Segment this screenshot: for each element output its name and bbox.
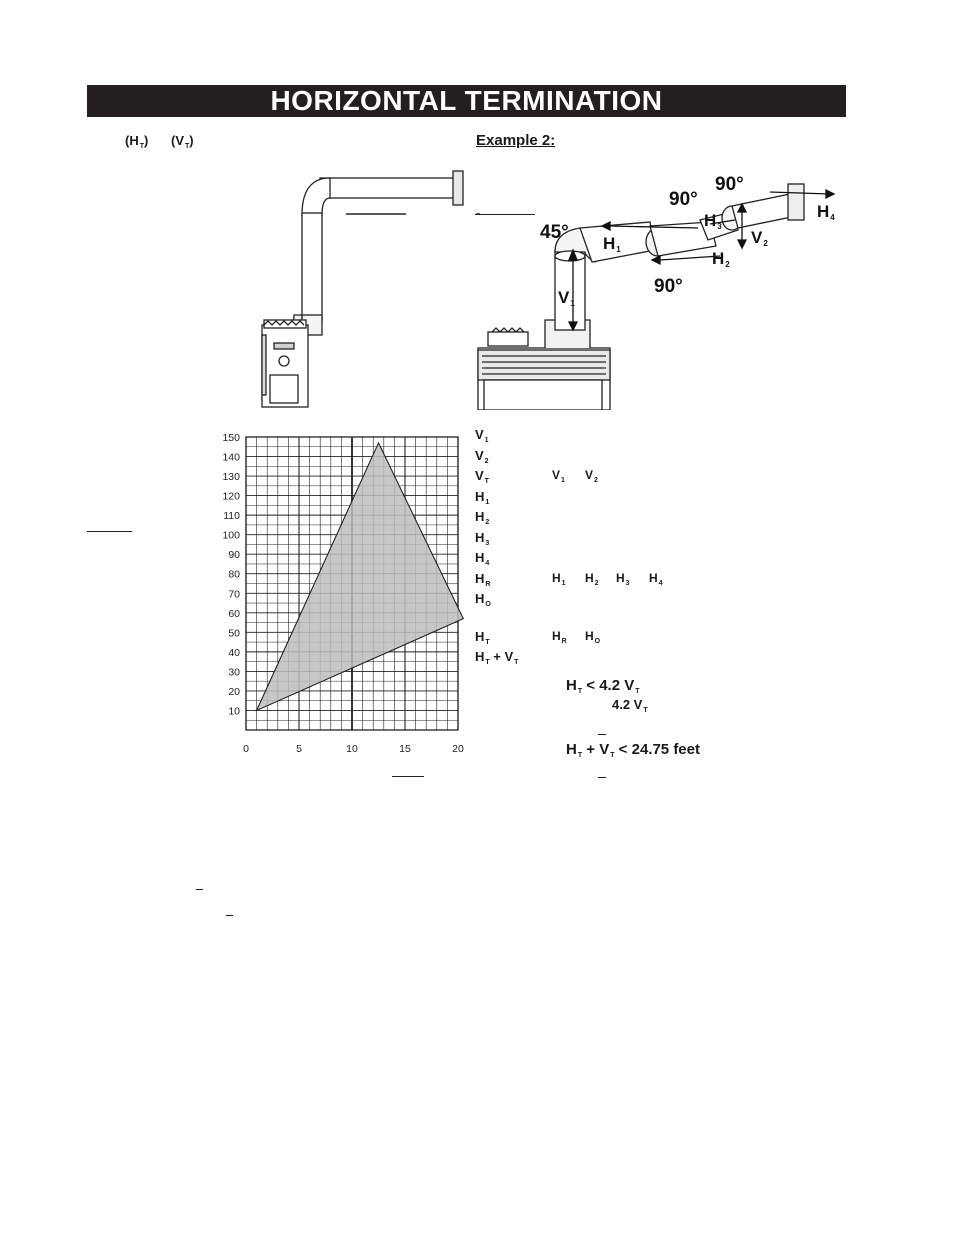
legend-term-symbol: V	[585, 468, 594, 482]
legend-term-symbol: H	[616, 570, 625, 585]
dash-mark-2	[598, 777, 606, 778]
formula-ratio-hsub: T	[577, 688, 583, 695]
v1-subscript: 1	[570, 299, 575, 308]
y-tick-label: 150	[222, 432, 240, 444]
legend-symbol: H	[475, 629, 485, 644]
h3-label	[704, 211, 722, 231]
legend-row	[475, 591, 491, 609]
elbow-45-label: 45°	[540, 222, 569, 243]
h3-symbol: H	[704, 211, 717, 230]
legend-row	[475, 468, 489, 486]
legend-term	[552, 468, 565, 482]
legend-symbol: H	[475, 649, 485, 664]
h1-symbol: H	[603, 234, 616, 253]
legend-row	[475, 571, 490, 589]
formula-ratio-rest: < 4.2 V	[582, 677, 635, 694]
v2-subscript: 2	[763, 239, 768, 248]
legend-term	[585, 468, 598, 482]
formula-ratio-h: H	[566, 677, 577, 694]
legend-term-subscript: 1	[561, 579, 566, 587]
example-heading: Example 2:	[476, 132, 556, 149]
formula-ratio-sub: T	[635, 688, 640, 695]
elbow-90-label-mid: 90°	[669, 189, 698, 210]
y-tick-label: 90	[228, 549, 240, 562]
legend-subscript: T	[484, 478, 489, 485]
y-tick-label: 80	[228, 568, 240, 581]
legend-symbol: H	[475, 570, 485, 586]
left-underline	[87, 531, 132, 532]
formula-total-hsub: T	[577, 752, 583, 759]
formula-ratio-value	[612, 697, 648, 712]
legend-term-symbol: H	[585, 570, 594, 585]
legend-subscript: 1	[485, 498, 490, 506]
legend-term-subscript: 4	[658, 579, 663, 587]
y-tick-label: 40	[228, 646, 240, 659]
legend-row	[475, 489, 489, 507]
vent-range-chart	[200, 425, 470, 765]
x-tick-label: 5	[296, 743, 302, 755]
legend-row	[475, 448, 489, 466]
v1-symbol: V	[558, 288, 570, 307]
x-tick-label: 15	[399, 743, 411, 755]
legend-term	[649, 571, 663, 585]
legend-term	[616, 571, 630, 585]
elbow-90-label-top: 90°	[715, 174, 744, 195]
legend-term-symbol: H	[649, 570, 658, 585]
intro-ht-label: $(H_T)$	[125, 133, 149, 150]
v2-symbol: V	[751, 228, 763, 247]
legend-symbol: H	[475, 591, 485, 606]
h2-subscript: 2	[725, 260, 730, 269]
formula-total-midsub: T	[610, 752, 615, 759]
intro-vt-label: $(V_T)$	[171, 133, 194, 150]
legend-term-subscript: 2	[594, 579, 599, 587]
formula-ratio	[566, 677, 640, 694]
h4-subscript: 4	[830, 213, 835, 222]
formula-total	[566, 741, 700, 758]
legend-subscript: T	[485, 639, 490, 646]
legend-term-subscript: R	[561, 638, 567, 645]
formula-total-rest: < 24.75 feet	[614, 741, 700, 758]
legend-term-subscript: O	[594, 638, 601, 645]
legend-term	[552, 571, 566, 585]
legend-term-symbol: H	[585, 629, 594, 643]
v2-label	[751, 228, 768, 248]
legend-extra-subscript: T	[514, 659, 519, 666]
legend-row	[475, 509, 489, 527]
h3-subscript: 3	[717, 222, 722, 231]
page-title: HORIZONTAL TERMINATION	[87, 85, 846, 117]
y-tick-label: 10	[228, 705, 240, 718]
legend-subscript: 1	[484, 437, 489, 444]
h4-symbol: H	[817, 202, 830, 221]
legend-term-symbol: H	[552, 570, 561, 585]
y-tick-label: 120	[222, 490, 240, 503]
chart-xlabel-underline	[392, 776, 424, 777]
legend-term	[585, 629, 600, 643]
y-tick-label: 100	[222, 529, 240, 542]
legend-subscript: O	[485, 601, 491, 608]
legend-subscript: 2	[484, 457, 489, 465]
y-tick-label: 50	[228, 627, 240, 640]
legend-row	[475, 649, 518, 667]
legend-row	[475, 530, 489, 548]
y-tick-label: 30	[228, 666, 240, 679]
y-tick-label: 70	[228, 588, 240, 601]
legend-term-subscript: 3	[625, 579, 630, 587]
legend-subscript: R	[485, 580, 491, 588]
legend-term	[585, 571, 599, 585]
legend-row	[475, 629, 490, 647]
h1-label	[603, 234, 621, 254]
h1-subscript: 1	[616, 245, 621, 254]
h2-symbol: H	[712, 249, 725, 268]
y-tick-label: 110	[223, 510, 240, 523]
h4-label	[817, 202, 835, 222]
legend-extra: + V	[489, 649, 514, 664]
legend-subscript: T	[485, 659, 490, 666]
formula-total-mid: + V	[582, 741, 610, 758]
y-tick-label: 20	[228, 685, 240, 698]
legend-term-symbol: H	[552, 629, 561, 643]
dash-mark-4	[226, 915, 233, 916]
legend-symbol: H	[475, 550, 485, 565]
legend-symbol: V	[475, 468, 484, 483]
elbow-90-label-bottom: 90°	[654, 276, 683, 297]
legend-term-subscript: 1	[561, 477, 565, 484]
legend-term	[552, 629, 567, 643]
legend-row	[475, 427, 489, 445]
h2-label	[712, 249, 730, 269]
legend-subscript: 3	[485, 539, 490, 547]
x-tick-label: 20	[452, 743, 464, 755]
legend-subscript: 2	[485, 519, 490, 526]
formula-total-h: H	[566, 741, 577, 758]
legend-term-subscript: 2	[594, 477, 598, 484]
x-tick-label: 0	[243, 743, 249, 755]
v1-label	[558, 288, 575, 308]
y-tick-label: 140	[222, 451, 240, 464]
legend-row	[475, 550, 489, 568]
legend-symbol: H	[475, 488, 485, 504]
dash-mark-3	[196, 889, 203, 890]
y-tick-label: 60	[228, 607, 240, 620]
legend-symbol: H	[475, 529, 485, 545]
furnace-vent-illustration	[240, 165, 480, 410]
y-tick-label: 130	[222, 471, 240, 484]
formula-ratio-value-sub: T	[643, 707, 648, 714]
dash-mark-1	[598, 734, 606, 735]
legend-term-symbol: V	[552, 468, 561, 482]
legend-symbol: V	[475, 447, 484, 463]
x-tick-label: 10	[346, 743, 358, 755]
legend-symbol: V	[475, 427, 484, 442]
formula-ratio-value-text: 4.2 V	[612, 697, 643, 712]
legend-symbol: H	[475, 509, 485, 524]
legend-subscript: 4	[485, 560, 490, 567]
valid-vent-region	[257, 443, 464, 711]
